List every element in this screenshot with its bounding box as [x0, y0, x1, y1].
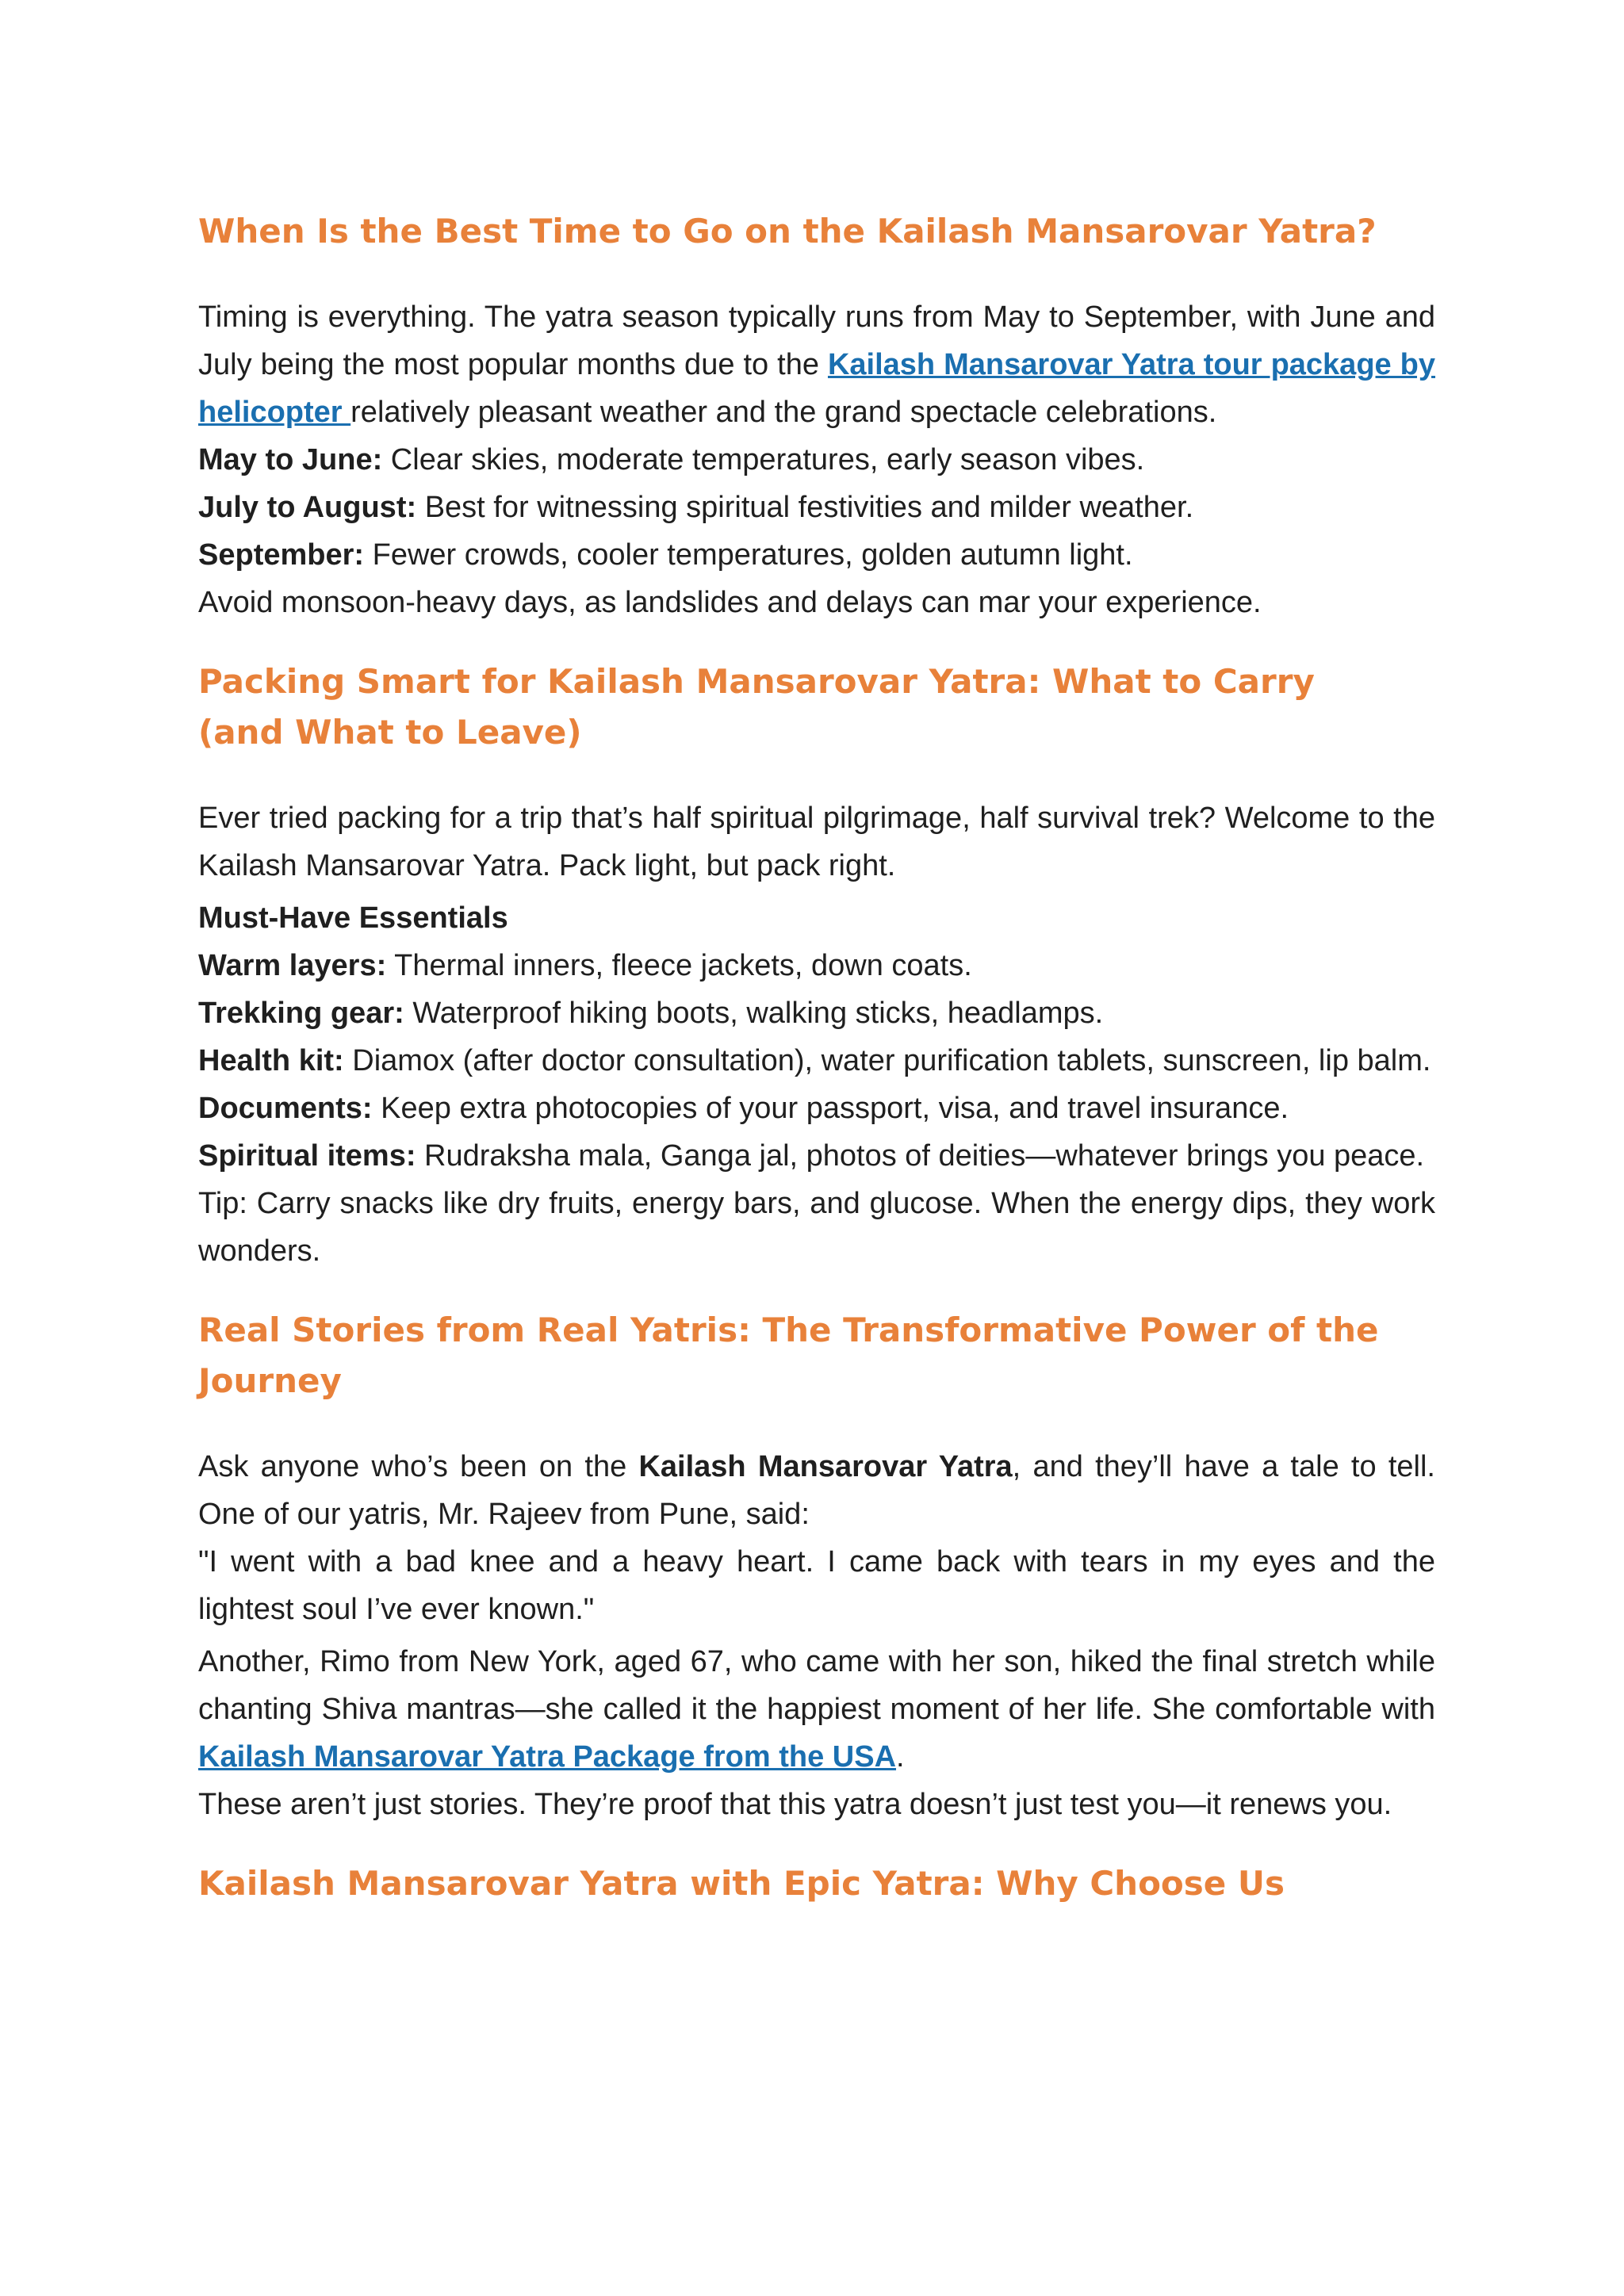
packing-tip: Tip: Carry snacks like dry fruits, energy bars, and glucose. When the energy dips, they work wonders. — [198, 1187, 1435, 1268]
section-heading-packing: Packing Smart for Kailash Mansarovar Yatra: What to Carry (and What to Leave) — [198, 662, 1315, 752]
stories-closing: These aren’t just stories. They’re proof that this yatra doesn’t just test you—it renews you. — [198, 1788, 1392, 1821]
packing-item — [198, 1132, 1435, 1180]
story-bold-text: Kailash Mansarovar Yatra — [638, 1450, 1013, 1483]
intro-text-end: relatively pleasant weather and the grand spectacle celebrations. — [350, 396, 1217, 429]
season-label: July to August: — [198, 491, 417, 524]
subheading-text: Must-Have Essentials — [198, 901, 508, 935]
story-text: Another, Rimo from New York, aged 67, who came with her son, hiked the final stretch while chanting Shiva mantras—she called it the happiest moment of her life. She comfortable with — [198, 1645, 1435, 1726]
packing-item — [198, 1085, 1435, 1132]
season-closing: Avoid monsoon-heavy days, as landslides and delays can mar your experience. — [198, 586, 1262, 619]
season-item — [198, 531, 1435, 579]
packing-label: Documents: — [198, 1092, 373, 1125]
packing-label: Warm layers: — [198, 949, 387, 982]
helicopter-package-link[interactable]: Kailash Mansarovar Yatra tour package by helicopter — [198, 348, 1436, 429]
section-heading-why-choose: Kailash Mansarovar Yatra with Epic Yatra: Why Choose Us — [198, 1864, 1285, 1903]
season-text: Clear skies, moderate temperatures, early season vibes. — [382, 443, 1145, 476]
story-text: , and they’ll have a tale to tell. One of our yatris, Mr. Rajeev from Pune, said: — [198, 1450, 1435, 1531]
best-time-intro — [198, 293, 1435, 436]
season-item — [198, 484, 1435, 531]
packing-label: Trekking gear: — [198, 997, 404, 1030]
season-text: Fewer crowds, cooler temperatures, golden autumn light. — [364, 538, 1133, 572]
packing-text: Rudraksha mala, Ganga jal, photos of deities—whatever brings you peace. — [416, 1139, 1425, 1173]
packing-item — [198, 989, 1435, 1037]
document-page — [198, 190, 1435, 1909]
section-heading-stories: Real Stories from Real Yatris: The Transformative Power of the Journey — [198, 1311, 1379, 1400]
packing-subheading — [198, 894, 1435, 942]
packing-label: Health kit: — [198, 1044, 344, 1077]
packing-text: Diamox (after doctor consultation), water purification tablets, sunscreen, lip balm. — [343, 1044, 1431, 1077]
season-text: Best for witnessing spiritual festivities and milder weather. — [416, 491, 1194, 524]
season-label: September: — [198, 538, 365, 572]
packing-item — [198, 1037, 1435, 1085]
season-label: May to June: — [198, 443, 383, 476]
section-heading-best-time: When Is the Best Time to Go on the Kailash Mansarovar Yatra? — [198, 212, 1377, 251]
packing-text: Waterproof hiking boots, walking sticks, headlamps. — [404, 997, 1104, 1030]
packing-label: Spiritual items: — [198, 1139, 416, 1173]
story-text: . — [896, 1740, 905, 1774]
packing-intro: Ever tried packing for a trip that’s half spiritual pilgrimage, half survival trek? Welcome to the Kailash Mansarovar Yatra. Pack light, but pack right. — [198, 802, 1435, 882]
intro-text: Timing is everything. The yatra season typically runs from May to September, with June and July being the most popular months due to the — [198, 300, 1435, 381]
story-text: Ask anyone who’s been on the — [198, 1450, 639, 1483]
packing-item — [198, 942, 1435, 989]
packing-text: Keep extra photocopies of your passport, visa, and travel insurance. — [372, 1092, 1289, 1125]
stories-quote: "I went with a bad knee and a heavy heart. I came back with tears in my eyes and the lightest soul I’ve ever known." — [198, 1545, 1435, 1626]
packing-text: Thermal inners, fleece jackets, down coats. — [386, 949, 972, 982]
stories-paragraph-2 — [198, 1638, 1435, 1781]
season-item — [198, 436, 1435, 484]
usa-package-link[interactable]: Kailash Mansarovar Yatra Package from the USA — [198, 1740, 897, 1774]
stories-paragraph-1 — [198, 1443, 1435, 1538]
